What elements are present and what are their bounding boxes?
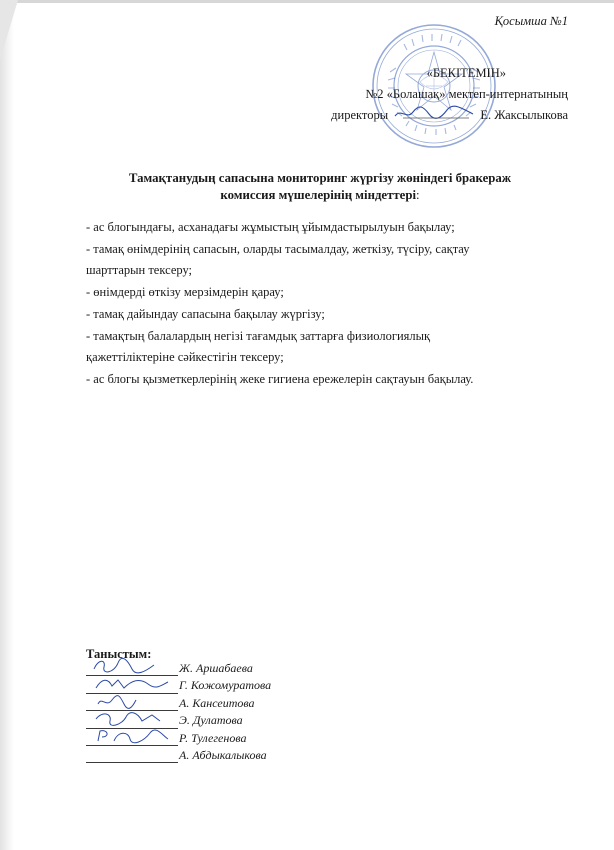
signers-list <box>86 661 346 765</box>
duty-line: - ас блогы қызметкерлерінің жеке гигиена ережелерін сақтауын бақылау. <box>86 371 474 386</box>
signer-row <box>86 731 346 748</box>
approval-heading: «БЕКІТЕМІН» <box>426 66 506 80</box>
signature-line <box>86 762 178 763</box>
scan-edge-top <box>0 0 614 3</box>
director-name: Е. Жаксылыкова <box>480 108 568 122</box>
signer-name: Г. Кожомуратова <box>179 678 272 693</box>
duties-list <box>86 217 556 391</box>
signature-line <box>86 745 178 746</box>
signer-name: Р. Тулегенова <box>179 730 247 745</box>
director-signature-icon <box>391 102 477 124</box>
acknowledged-label: Таныстым: <box>86 647 152 661</box>
signer-name: Э. Дулатова <box>179 713 243 728</box>
title-line-1: Тамақтанудың сапасына мониторинг жүргізу жөніндегі бракераж <box>128 171 512 185</box>
duty-line: - өнімдерді өткізу мерзімдерін қарау; <box>86 285 284 300</box>
duty-line: қажеттіліктеріне сәйкестігін тексеру; <box>86 350 284 365</box>
director-title: директоры <box>331 108 389 122</box>
signer-name: А. Кансеитова <box>179 695 255 710</box>
document-title <box>60 170 580 204</box>
duty-line: - ас блогындағы, асханадағы жұмыстың ұйымдастырылуын бақылау; <box>86 220 455 234</box>
annex-label: Қосымша №1 <box>494 14 568 28</box>
page-fold-corner <box>0 0 18 60</box>
approval-block <box>208 63 568 126</box>
duty-line: - тамақтың балалардың негізі тағамдық заттарға физиологиялық <box>86 328 431 343</box>
director-signature <box>391 110 477 122</box>
duty-line: шарттарын тексеру; <box>86 263 193 278</box>
approval-director-line <box>208 105 568 126</box>
signature-icon <box>88 727 178 747</box>
title-line-2 <box>60 187 580 204</box>
title-line-2-text: комиссия мүшелерінің міндеттері <box>220 188 417 202</box>
signer-row <box>86 748 346 765</box>
signer-name: А. Абдыкалыкова <box>179 747 267 762</box>
scan-edge-left <box>0 0 14 850</box>
signer-name: Ж. Аршабаева <box>179 661 253 675</box>
title-line-2-colon: : <box>416 188 420 202</box>
duty-line: - тамақ өнімдерінің сапасын, оларды тасымалдау, жеткізу, түсіру, сақтау <box>86 241 470 256</box>
approval-school-line: №2 «Болашақ» мектеп-интернатының <box>365 87 568 101</box>
duty-line: - тамақ дайындау сапасына бақылау жүргізу; <box>86 306 325 321</box>
